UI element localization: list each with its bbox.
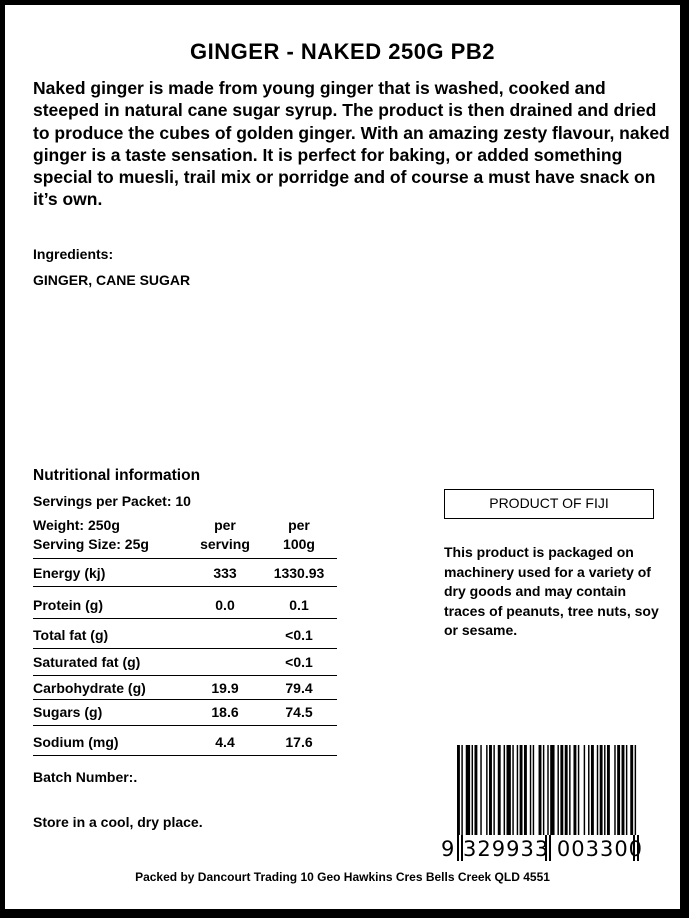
nutrition-heading: Nutritional information [33, 467, 201, 484]
allergen-statement: This product is packaged on machinery used for a variety of dry goods and may contain traces of peanuts, tree nuts, soy or sesame. [444, 544, 659, 638]
ingredients-heading: Ingredients: [33, 246, 114, 262]
per-100g-value: <0.1 [285, 654, 313, 670]
table-divider [33, 618, 337, 619]
storage-instructions: Store in a cool, dry place. [33, 814, 203, 830]
table-divider [33, 558, 337, 559]
product-description: Naked ginger is made from young ginger that is washed, cooked and steeped in natural cane sugar syrup. The product is then drained and dried to produce the cubes of golden ginger. With an amazing zesty flavour, naked ginger is a taste sensation. It is perfect for baking, or added something special to muesli, trail mix or porridge and of course a must have snack on it’s own. [33, 78, 670, 210]
row-label: Sugars (g) [33, 704, 103, 720]
row-label: Energy (kj) [33, 565, 106, 581]
table-divider [33, 648, 337, 649]
per-serving-value: 4.4 [215, 734, 235, 750]
per-100g-header-line1: per [288, 517, 310, 533]
row-label: Sodium (mg) [33, 734, 119, 750]
batch-number: Batch Number:. [33, 769, 138, 785]
product-title: GINGER - NAKED 250G PB2 [190, 39, 495, 64]
per-100g-header-line2: 100g [283, 536, 315, 552]
row-label: Total fat (g) [33, 627, 109, 643]
per-100g-value: 17.6 [285, 734, 313, 750]
table-divider [33, 699, 337, 700]
table-divider [33, 675, 337, 676]
serving-size-label: Serving Size: 25g [33, 536, 149, 552]
row-label: Carbohydrate (g) [33, 680, 146, 696]
per-100g-value: 1330.93 [273, 565, 325, 581]
barcode-number: 9 329933 003300 [441, 837, 644, 861]
ingredients-text: GINGER, CANE SUGAR [33, 272, 191, 288]
packer-address: Packed by Dancourt Trading 10 Geo Hawkins Cres Bells Creek QLD 4551 [135, 870, 550, 884]
per-serving-value: 18.6 [211, 704, 239, 720]
per-100g-value: 0.1 [289, 597, 309, 613]
table-divider [33, 725, 337, 726]
row-label: Saturated fat (g) [33, 654, 141, 670]
per-serving-value: 19.9 [211, 680, 239, 696]
table-divider [33, 586, 337, 587]
row-label: Protein (g) [33, 597, 103, 613]
per-100g-value: 74.5 [285, 704, 313, 720]
weight-label: Weight: 250g [33, 517, 120, 533]
per-100g-value: 79.4 [285, 680, 313, 696]
per-serving-value: 333 [213, 565, 237, 581]
per-serving-header-line2: serving [200, 536, 250, 552]
per-serving-header-line1: per [214, 517, 236, 533]
product-label [5, 5, 680, 909]
per-serving-value: 0.0 [215, 597, 235, 613]
table-divider [33, 755, 337, 756]
servings-per-packet: Servings per Packet: 10 [33, 493, 191, 509]
origin-box: PRODUCT OF FIJI [444, 489, 654, 519]
per-100g-value: <0.1 [285, 627, 313, 643]
